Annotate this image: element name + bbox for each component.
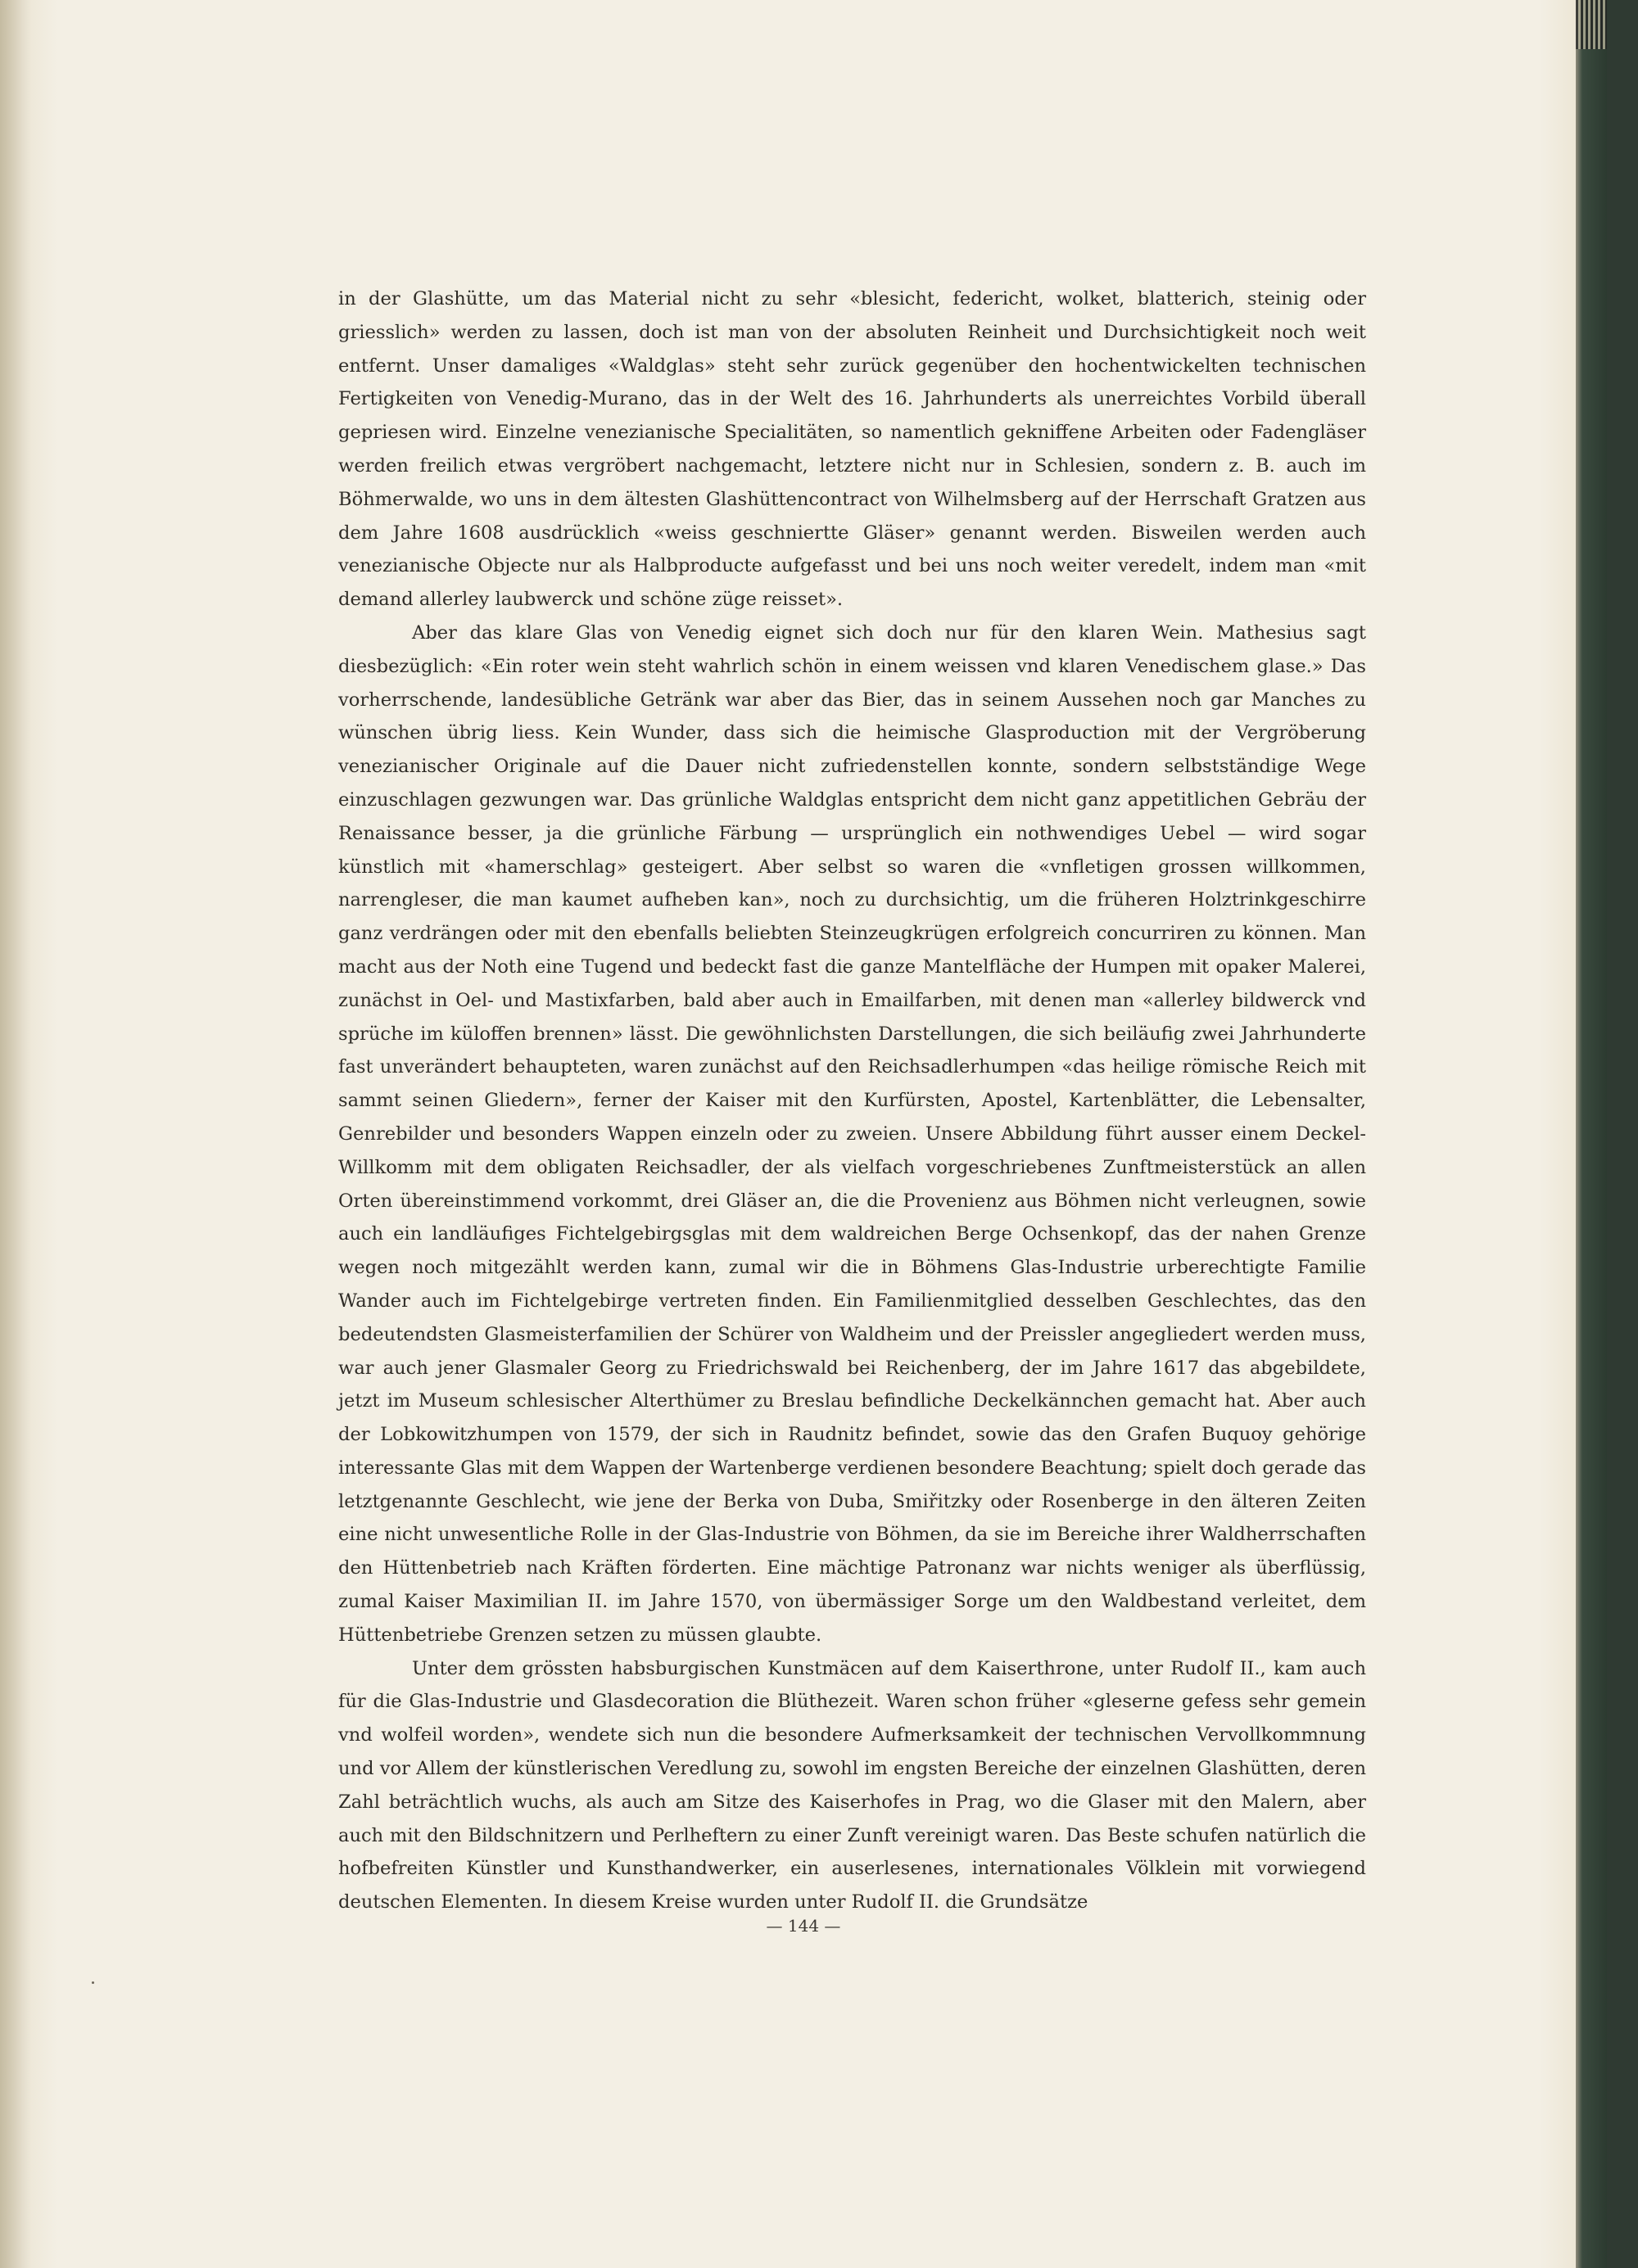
binding-stitch [1576,0,1607,49]
paragraph-1: in der Glashütte, um das Material nicht zu sehr «blesicht, federicht, wolket, blatterich, steinig oder griesslich» werden zu lassen, doch ist man von der absoluten Reinheit und Durchsichtigkeit noch weit entfernt. Unser damaliges «Waldglas» steht sehr zurück gegenüber den hochentwickelten technischen Fertigkeiten von Venedig-Murano, das in der Welt des 16. Jahrhunderts als unerreichtes Vorbild überall gepriesen wird. Einzelne venezianische Specialitäten, so namentlich gekniffene Arbeiten oder Fadengläser werden freilich etwas vergröbert nachgemacht, letztere nicht nur in Schlesien, sondern z. B. auch im Böhmerwalde, wo uns in dem ältesten Glashüttencontract von Wilhelmsberg auf der Herrschaft Gratzen aus dem Jahre 1608 ausdrücklich «weiss geschniertte Gläser» genannt werden. Bisweilen werden auch venezianische Objecte nur als Halbproducte aufgefasst und bei uns noch weiter veredelt, indem man «mit demand allerley laubwerck und schöne züge reisset». [338,288,1366,611]
page-number: — 144 — [766,1916,841,1936]
body-text [338,282,1366,1919]
paragraph-3: Unter dem grössten habsburgischen Kunstmäcen auf dem Kaiserthrone, unter Rudolf II., kam auch für die Glas-Industrie und Glasdecoration die Blüthezeit. Waren schon früher «gleserne gefess sehr gemein vnd wolfeil worden», wendete sich nun die besondere Aufmerksamkeit der technischen Vervollkommnung und vor Allem der künstlerischen Veredlung zu, sowohl im engsten Bereiche der einzelnen Glashütten, deren Zahl beträchtlich wuchs, als auch am Sitze des Kaiserhofes in Prag, wo die Glaser mit den Malern, aber auch mit den Bildschnitzern und Perlheftern zu einer Zunft vereinigt waren. Das Beste schufen natürlich die hofbefreiten Künstler und Kunsthandwerker, ein auserlesenes, internationales Völklein mit vorwiegend deutschen Elementen. In diesem Kreise wurden unter Rudolf II. die Grundsätze [338,1657,1366,1913]
paper-speck [92,1981,94,1984]
paragraph-2: Aber das klare Glas von Venedig eignet sich doch nur für den klaren Wein. Mathesius sagt diesbezüglich: «Ein roter wein steht wahrlich schön in einem weissen vnd klaren Venedischem glase.» Das vorherrschende, landesübliche Getränk war aber das Bier, das in seinem Aussehen noch gar Manches zu wünschen übrig liess. Kein Wunder, dass sich die heimische Glasproduction mit der Vergröberung venezianischer Originale auf die Dauer nicht zufriedenstellen konnte, sondern selbstständige Wege einzuschlagen gezwungen war. Das grünliche Waldglas entspricht dem nicht ganz appetitlichen Gebräu der Renaissance besser, ja die grünliche Färbung — ursprünglich ein nothwendiges Uebel — wird sogar künstlich mit «hamerschlag» gesteigert. Aber selbst so waren die «vnfletigen grossen willkommen, narrengleser, die man kaumet aufheben kan», noch zu durchsichtig, um die früheren Holztrinkgeschirre ganz verdrängen oder mit den ebenfalls beliebten Steinzeugkrügen erfolgreich concurriren zu können. Man macht aus der Noth eine Tugend und bedeckt fast die ganze Mantelfläche der Humpen mit opaker Malerei, zunächst in Oel- und Mastixfarben, bald aber auch in Emailfarben, mit denen man «allerley bildwerck vnd sprüche im küloffen brennen» lässt. Die gewöhnlichsten Darstellungen, die sich beiläufig zwei Jahrhunderte fast unverändert behaupteten, waren zunächst auf den Reichsadlerhumpen «das heilige römische Reich mit sammt seinen Gliedern», ferner der Kaiser mit den Kurfürsten, Apostel, Kartenblätter, die Lebensalter, Genrebilder und besonders Wappen einzeln oder zu zweien. Unsere Abbildung führt ausser einem Deckel-Willkomm mit dem obligaten Reichsadler, der als vielfach vorgeschriebenes Zunftmeisterstück an allen Orten übereinstimmend vorkommt, drei Gläser an, die die Provenienz aus Böhmen nicht verleugnen, sowie auch ein landläufiges Fichtelgebirgsglas mit dem waldreichen Berge Ochsenkopf, das der nahen Grenze wegen noch mitgezählt werden kann, zumal wir die in Böhmens Glas-Industrie urberechtigte Familie Wander auch im Fichtelgebirge vertreten finden. Ein Familienmitglied desselben Geschlechtes, das den bedeutendsten Glasmeisterfamilien der Schürer von Waldheim und der Preissler angegliedert werden muss, war auch jener Glasmaler Georg zu Friedrichswald bei Reichenberg, der im Jahre 1617 das abgebildete, jetzt im Museum schlesischer Alterthümer zu Breslau befindliche Deckelkännchen gemacht hat. Aber auch der Lobkowitzhumpen von 1579, der sich in Raudnitz befindet, sowie das den Grafen Buquoy gehörige interessante Glas mit dem Wappen der Wartenberge verdienen besondere Beachtung; spielt doch gerade das letztgenannte Geschlecht, wie jene der Berka von Duba, Smiřitzky oder Rosenberge in den älteren Zeiten eine nicht unwesentliche Rolle in der Glas-Industrie von Böhmen, da sie im Bereiche ihrer Waldherrschaften den Hüttenbetrieb nach Kräften förderten. Eine mächtige Patronanz war nichts weniger als überflüssig, zumal Kaiser Maximilian II. im Jahre 1570, von übermässiger Sorge um den Waldbestand verleitet, dem Hüttenbetriebe Grenzen setzen zu müssen glaubte. [338,621,1366,1646]
